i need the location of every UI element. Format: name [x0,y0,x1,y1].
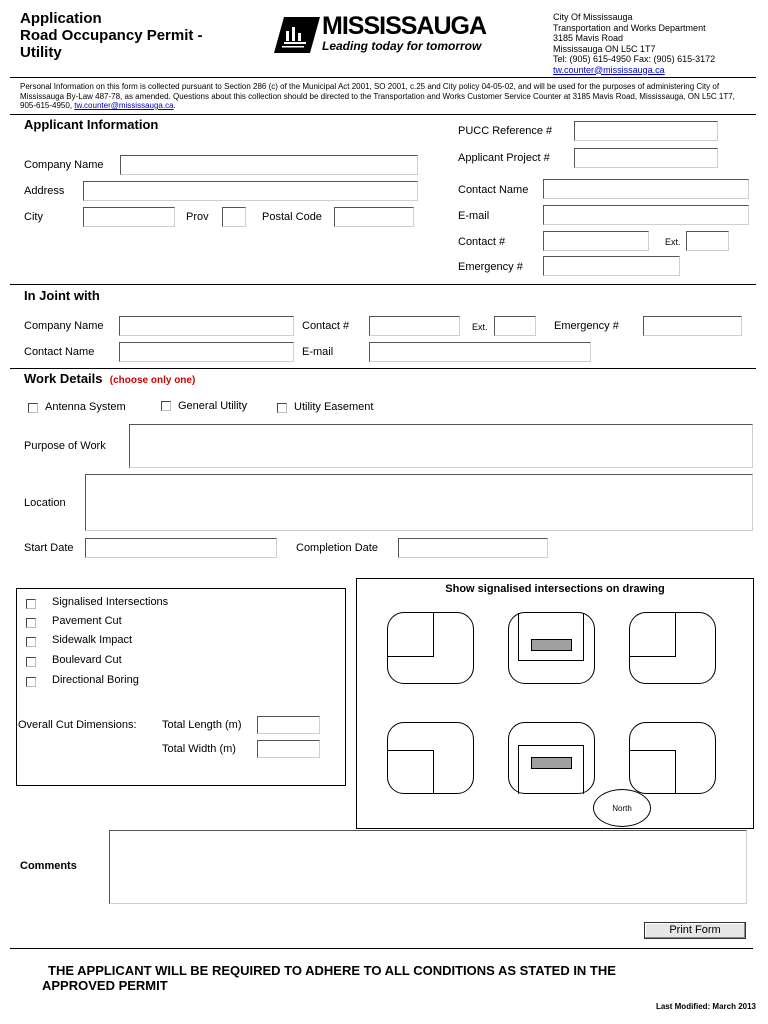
joint-contact-number-label: Contact # [302,320,350,332]
total-length-field[interactable] [257,716,320,734]
intersection-diagram-6[interactable] [629,722,716,794]
diagram-title: Show signalised intersections on drawing [445,583,665,595]
total-length-label: Total Length (m) [162,719,242,731]
address-line: City Of Mississauga [553,12,633,22]
joint-emergency-label: Emergency # [554,320,619,332]
purpose-field[interactable] [129,424,753,468]
footer-notice [42,963,616,993]
completion-date-label: Completion Date [296,542,378,554]
pucc-reference-label: PUCC Reference # [458,125,553,137]
joint-ext-label: Ext. [472,322,488,332]
privacy-notice: Personal Information on this form is collected pursuant to Section 286 (c) of the Municipal Act 2001, SO 2001, c.25 and City policy 04-05-02, and will be used for the purposes of administering City of Mississauga By-Law 487-78, as amended. Questions about this collection should be directed to the Transportation and Works Customer Service Counter at 3185 Mavis Road, Mississauga, ON L5C 1T7, 905-615-4950, tw.counter@mississauga.ca. [20,82,735,110]
city-logo-icon [272,15,322,55]
work-details-title: Work Details [24,371,103,386]
directional-boring-checkbox[interactable] [26,677,36,687]
intersection-diagram-5[interactable] [508,722,595,794]
city-logo [272,14,502,56]
joint-emergency-field[interactable] [643,316,742,336]
emergency-field[interactable] [543,256,680,276]
section-divider [10,114,756,115]
prov-label: Prov [186,211,209,223]
start-date-field[interactable] [85,538,277,558]
city-label: City [24,211,43,223]
sidewalk-impact-checkbox[interactable] [26,637,36,647]
footer-divider [10,948,753,949]
overall-cut-label: Overall Cut Dimensions: [18,719,137,731]
cut-details-box [16,588,346,786]
signal-marker [531,757,572,769]
address-line: Mississauga ON L5C 1T7 [553,43,656,54]
department-email-link[interactable]: tw.counter@mississauga.ca [553,64,665,75]
header-divider [10,77,756,78]
signal-marker [531,639,572,651]
privacy-email-link[interactable]: tw.counter@mississauga.ca [74,101,174,110]
total-width-field[interactable] [257,740,320,758]
joint-email-label: E-mail [302,346,334,358]
intersection-diagram [356,578,754,829]
joint-ext-field[interactable] [494,316,536,336]
logo-tagline: Leading today for tomorrow [322,39,482,53]
pucc-reference-field[interactable] [574,121,718,141]
email-field[interactable] [543,205,749,225]
pavement-cut-label: Pavement Cut [52,615,122,627]
last-modified: Last Modified: March 2013 [655,1002,756,1011]
company-name-field[interactable] [120,155,418,175]
joint-contact-name-field[interactable] [119,342,294,362]
email-label: E-mail [458,210,490,222]
location-label: Location [24,497,66,509]
applicant-heading: Applicant Information [24,117,159,132]
company-name-label: Company Name [24,159,104,171]
address-label: Address [24,185,65,197]
footer-line-1: THE APPLICANT WILL BE REQUIRED TO ADHERE TO ALL CONDITIONS AS STATED IN THE [48,963,616,978]
location-field[interactable] [85,474,753,531]
intersection-diagram-2[interactable] [508,612,595,684]
prov-field[interactable] [222,207,246,227]
ext-label: Ext. [665,237,681,247]
completion-date-field[interactable] [398,538,548,558]
comments-field[interactable] [109,830,747,904]
contact-name-field[interactable] [543,179,749,199]
contact-number-field[interactable] [543,231,649,251]
joint-heading: In Joint with [24,288,100,303]
address-line: 3185 Mavis Road [553,33,624,43]
utility-easement-label: Utility Easement [294,401,374,413]
department-address [553,12,715,75]
intersection-diagram-4[interactable] [387,722,474,794]
comments-label: Comments [20,860,77,872]
joint-contact-name-label: Contact Name [24,346,95,358]
ext-field[interactable] [686,231,729,251]
choose-one-note: (choose only one) [109,375,196,386]
antenna-system-label: Antenna System [45,401,126,413]
form-title [20,10,203,61]
start-date-label: Start Date [24,542,74,554]
north-indicator: North [593,789,651,827]
logo-wordmark: MISSISSAUGA [322,12,487,40]
utility-easement-checkbox[interactable] [277,403,287,413]
intersection-diagram-1[interactable] [387,612,474,684]
contact-number-label: Contact # [458,236,506,248]
purpose-label: Purpose of Work [24,440,106,452]
signalised-intersections-checkbox[interactable] [26,599,36,609]
joint-contact-number-field[interactable] [369,316,460,336]
address-field[interactable] [83,181,418,201]
city-field[interactable] [83,207,175,227]
footer-line-2: APPROVED PERMIT [42,978,168,993]
work-details-heading [24,371,195,386]
address-line: Transportation and Works Department [553,22,706,33]
title-line-2: Road Occupancy Permit - [20,27,203,44]
applicant-project-label: Applicant Project # [458,152,550,164]
pavement-cut-checkbox[interactable] [26,618,36,628]
print-form-button[interactable]: Print Form [644,922,746,939]
privacy-text: Personal Information on this form is collected pursuant to Section 286 (c) of the Municipal Act 2001, SO 2001, c.25 and City policy 04-05-02, and will be used for the purposes of administering City of Mississauga By-Law 487-78, as amended. Questions about this collection should be directed to the Transportation and Works Customer Service Counter at 3185 Mavis Road, Mississauga, ON L5C 1T7, 905-615-4950, [20,82,735,110]
section-divider [10,284,756,285]
antenna-system-checkbox[interactable] [28,403,38,413]
applicant-project-field[interactable] [574,148,718,168]
section-divider [10,368,756,369]
title-line-3: Utility [20,44,62,61]
address-line: Tel: (905) 615-4950 Fax: (905) 615-3172 [553,54,716,64]
joint-company-name-field[interactable] [119,316,294,336]
total-width-label: Total Width (m) [162,743,236,755]
sidewalk-impact-label: Sidewalk Impact [52,634,133,646]
general-utility-label: General Utility [178,400,248,412]
title-line-1: Application [20,10,102,27]
joint-company-name-label: Company Name [24,320,104,332]
postal-code-label: Postal Code [262,211,322,223]
boulevard-cut-checkbox[interactable] [26,657,36,667]
emergency-label: Emergency # [458,261,523,273]
intersection-diagram-3[interactable] [629,612,716,684]
joint-email-field[interactable] [369,342,591,362]
general-utility-checkbox[interactable] [161,401,171,411]
boulevard-cut-label: Boulevard Cut [52,654,122,666]
contact-name-label: Contact Name [458,184,529,196]
postal-code-field[interactable] [334,207,414,227]
directional-boring-label: Directional Boring [52,674,139,686]
signalised-intersections-label: Signalised Intersections [52,596,169,608]
